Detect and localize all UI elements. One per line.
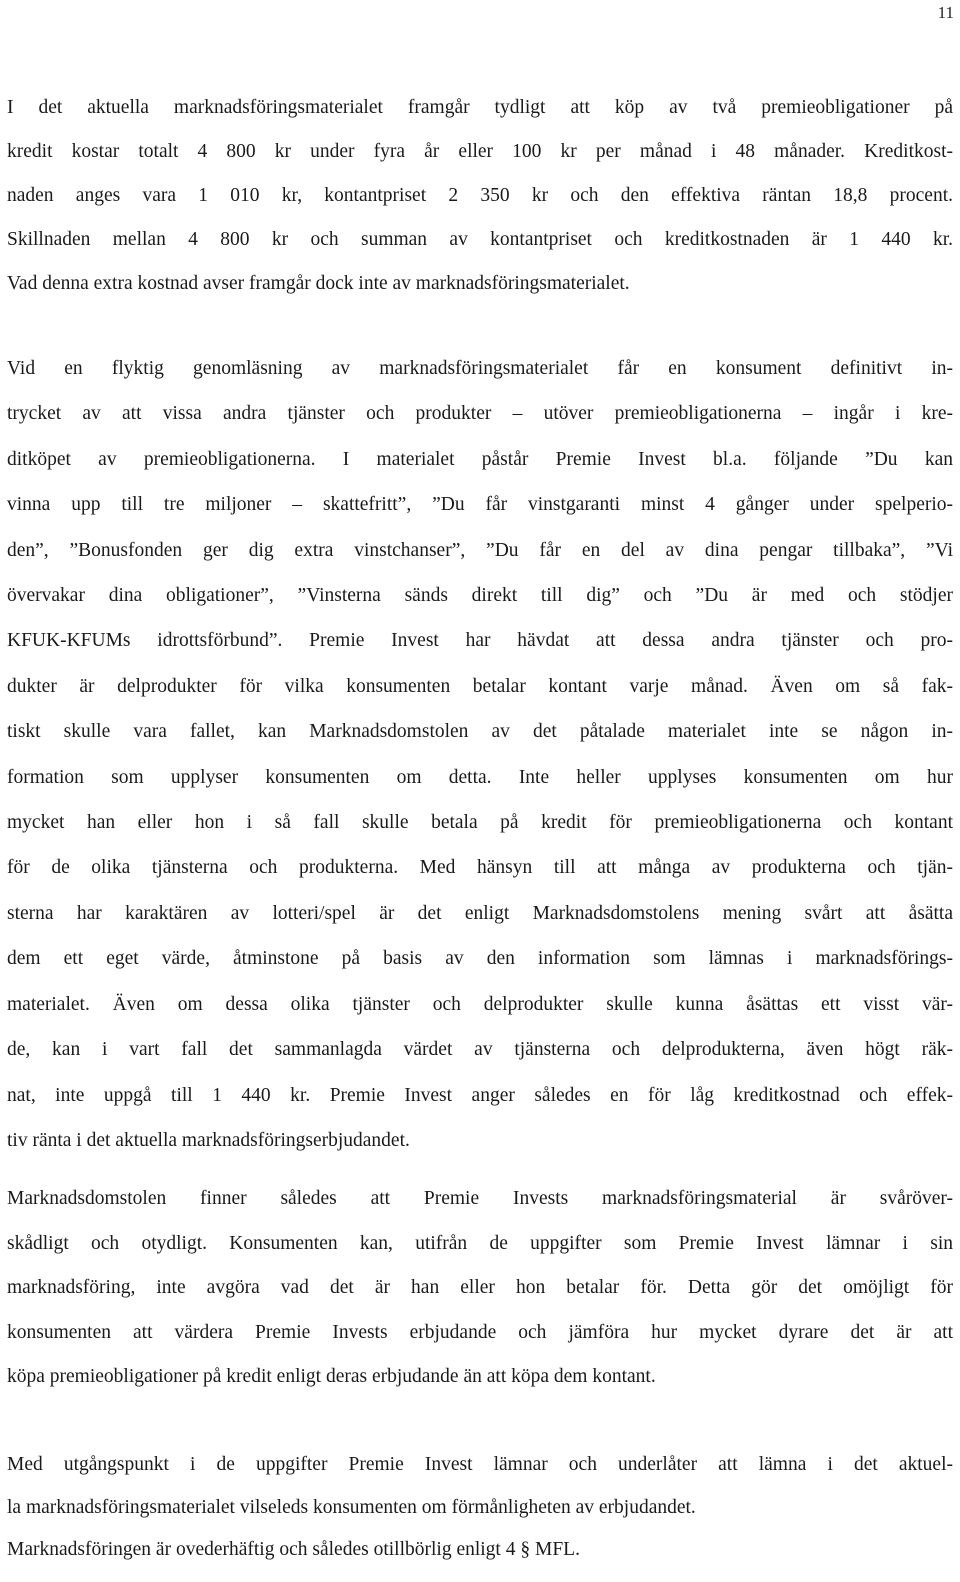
text-line: marknadsföring, inte avgöra vad det är han eller hon betalar för. Detta gör det omöjligt för xyxy=(7,1277,953,1298)
paragraph-conclusion xyxy=(7,1444,953,1572)
text-line: Vid en flyktig genomläsning av marknadsföringsmaterialet får en konsument definitivt in- xyxy=(7,358,953,379)
text-line: formation som upplyser konsumenten om detta. Inte heller upplyses konsumenten om hur xyxy=(7,766,953,788)
paragraph-services-analysis xyxy=(7,346,953,1163)
text-line: I det aktuella marknadsföringsmaterialet framgår tydligt att köp av två premieobligationer på xyxy=(7,97,953,118)
text-line: konsumenten att värdera Premie Invests erbjudande och jämföra hur mycket dyrare det är att xyxy=(7,1321,953,1343)
text-line: den”, ”Bonusfonden ger dig extra vinstchanser”, ”Du får en del av dina pengar tillbaka”, ”Vi xyxy=(7,539,953,561)
text-line: de, kan i vart fall det sammanlagda värdet av tjänsterna och delprodukterna, även högt räk- xyxy=(7,1039,953,1061)
text-line: sterna har karaktären av lotteri/spel är det enligt Marknadsdomstolens mening svårt att åsätta xyxy=(7,902,953,924)
text-line: tiskt skulle vara fallet, kan Marknadsdomstolen av det påtalade materialet inte se någon in- xyxy=(7,721,953,743)
text-line: KFUK-KFUMs idrottsförbund”. Premie Invest har hävdat att dessa andra tjänster och pro- xyxy=(7,630,953,652)
text-line: Med utgångspunkt i de uppgifter Premie Invest lämnar och underlåter att lämna i det aktuel- xyxy=(7,1454,953,1475)
paragraph-credit-cost xyxy=(7,86,953,306)
text-line: nat, inte uppgå till 1 440 kr. Premie Invest anger således en för låg kreditkostnad och effek- xyxy=(7,1084,953,1106)
text-line: trycket av att vissa andra tjänster och produkter – utöver premieobligationerna – ingår i kre- xyxy=(7,403,953,425)
text-line: tiv ränta i det aktuella marknadsföringserbjudandet. xyxy=(7,1129,410,1151)
text-line: skådligt och otydligt. Konsumenten kan, utifrån de uppgifter som Premie Invest lämnar i sin xyxy=(7,1232,953,1254)
text-line: Marknadsföringen är ovederhäftig och således otillbörlig enligt 4 § MFL. xyxy=(7,1539,580,1560)
text-line: dukter är delprodukter för vilka konsumenten betalar kontant varje månad. Även om så fak- xyxy=(7,675,953,697)
text-line: naden anges vara 1 010 kr, kontantpriset 2 350 kr och den effektiva räntan 18,8 procent. xyxy=(7,185,953,206)
text-line: för de olika tjänsterna och produkterna. Med hänsyn till att många av produkterna och tjän- xyxy=(7,857,953,879)
text-line: övervakar dina obligationer”, ”Vinsterna sänds direkt till dig” och ”Du är med och stödjer xyxy=(7,585,953,607)
text-line: Skillnaden mellan 4 800 kr och summan av kontantpriset och kreditkostnaden är 1 440 kr. xyxy=(7,229,953,250)
text-line: vinna upp till tre miljoner – skattefritt”, ”Du får vinstgaranti minst 4 gånger under spelperio- xyxy=(7,494,953,516)
text-line: ditköpet av premieobligationerna. I materialet påstår Premie Invest bl.a. följande ”Du kan xyxy=(7,448,953,470)
paragraph-court-finding xyxy=(7,1177,953,1400)
text-line: mycket han eller hon i så fall skulle betala på kredit för premieobligationerna och kontant xyxy=(7,812,953,834)
text-line: la marknadsföringsmaterialet vilseleds konsumenten om förmånligheten av erbjudandet. xyxy=(7,1496,696,1518)
text-line: köpa premieobligationer på kredit enligt deras erbjudande än att köpa dem kontant. xyxy=(7,1366,656,1387)
text-line: materialet. Även om dessa olika tjänster och delprodukter skulle kunna åsättas ett visst vär- xyxy=(7,993,953,1015)
text-line: kredit kostar totalt 4 800 kr under fyra år eller 100 kr per månad i 48 månader. Kreditkost- xyxy=(7,141,953,162)
text-line: dem ett eget värde, åtminstone på basis av den information som lämnas i marknadsförings- xyxy=(7,948,953,970)
text-line: Vad denna extra kostnad avser framgår dock inte av marknadsföringsmaterialet. xyxy=(7,273,630,294)
page-number: 11 xyxy=(937,3,954,22)
text-line: Marknadsdomstolen finner således att Premie Invests marknadsföringsmaterial är svåröver- xyxy=(7,1188,953,1209)
